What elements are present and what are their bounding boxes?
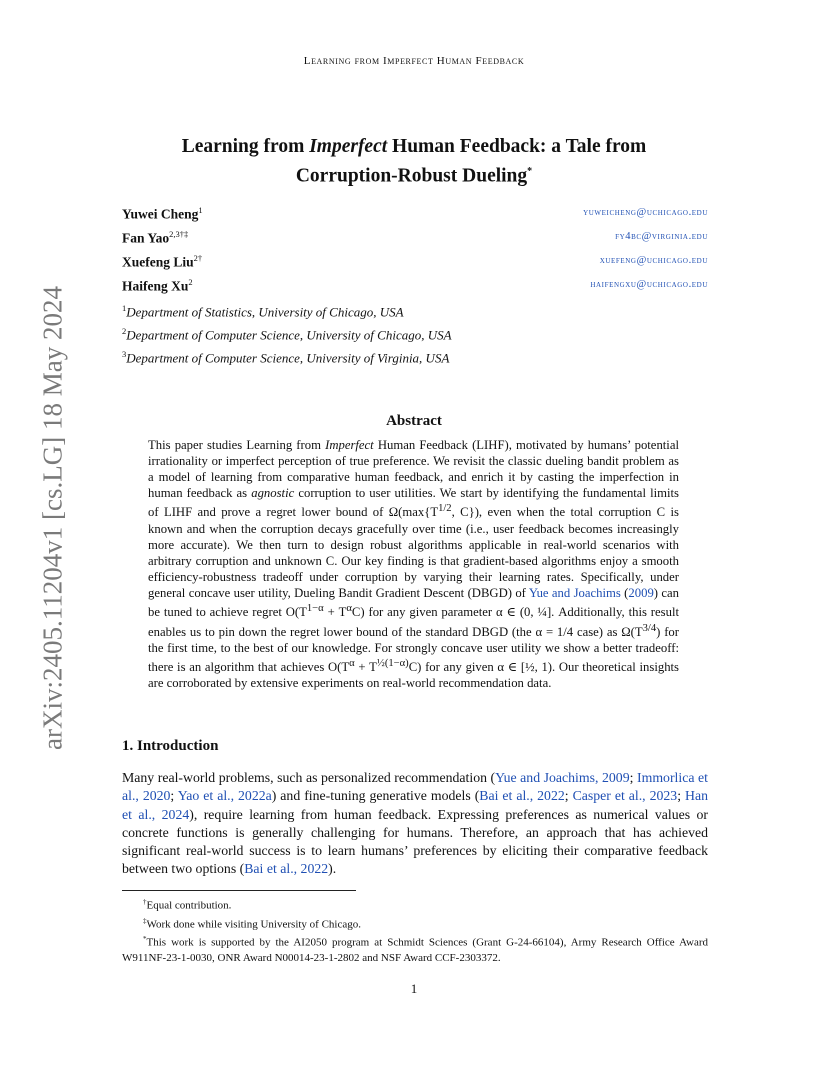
page-number: 1: [410, 981, 418, 996]
title-part1: Learning from: [181, 136, 310, 157]
author-name: Yuwei Cheng$^1$: [122, 205, 203, 222]
affiliation-list: [122, 299, 452, 367]
footnote: *This work is supported by the AI2050 program at Schmidt Sciences (Grant G-24-66104), Army Research Office Award W911NF-23-1-0030, ONR Award N00014-23-1-2802 and NSF Award CCF-2303372.: [122, 935, 708, 964]
author-row: [122, 253, 708, 277]
citation-link[interactable]: Casper et al., 2023: [572, 788, 678, 804]
arxiv-stamp[interactable]: arXiv:2405.11204v1 [cs.LG] 18 May 2024: [37, 286, 68, 750]
author-email[interactable]: xuefeng@uchicago.edu: [599, 255, 708, 266]
title-footnote-mark: *: [527, 166, 533, 177]
section-heading-introduction: 1. Introduction: [122, 738, 219, 754]
author-email[interactable]: haifengxu@uchicago.edu: [590, 279, 708, 290]
title-emph: Imperfect: [309, 136, 388, 157]
citation-year-link[interactable]: 2009: [628, 586, 654, 601]
author-name: Haifeng Xu$^2$: [122, 277, 193, 294]
affiliation: $^2$Department of Computer Science, University of Chicago, USA: [122, 325, 452, 343]
citation-link[interactable]: Yue and Joachims, 2009: [495, 770, 630, 785]
footnote: ‡Work done while visiting University of Chicago.: [143, 916, 361, 931]
citation-link[interactable]: Bai et al., 2022: [244, 861, 329, 877]
abstract-body: This paper studies Learning from Imperfect Human Feedback (LIHF), motivated by humans’ potential irrationality or imperfect perception of true preference. We revisit the classic dueling bandit problem as a model of learning from comparative human feedback, and enrich it by casting the imperfection in human feedback as agnostic corruption to user utilities. We start by identifying the fundamental limits of LIHF and prove a regret lower bound of $\Omega(\max\{T^{1/2}$, C}), even when the total corruption C is known and when the corruption decays gracefully over time (i.e., user feedback becomes increasingly more accurate). We then turn to design robust algorithms applicable in real-world scenarios with arbitrary corruption and unknown C. Our key finding is that gradient-based algorithms enjoy a smooth efficiency-robustness tradeoff under corruption by varying their learning rates. Specifically, under general concave user utility, Dueling Bandit Gradient Descent (DBGD) of Yue and Joachims (2009) can be tuned to achieve regret $O(T^{1-\alpha} + T^\alpha C)$ for any given parameter α ∈ (0, ¼]. Additionally, this result enables us to pin down the regret lower bound of the standard DBGD (the α = 1/4 case) as $\Omega(T^{3/4})$ for the first time, to the best of our knowledge. For strongly concave user utility we show a better tradeoff: there is an algorithm that achieves $O(T^\alpha + T^{\frac{1}{2}(1-\alpha)}C)$ for any given α ∈ [½, 1). Our theoretical insights are corroborated by extensive experiments on real-world recommendation data.: [148, 438, 679, 691]
affiliation: $^1$Department of Statistics, University of Chicago, USA: [122, 303, 404, 320]
paper-title: [100, 134, 728, 189]
author-email[interactable]: fy4bc@virginia.edu: [615, 231, 708, 242]
citation-link[interactable]: Bai et al., 2022: [479, 788, 565, 804]
author-row: [122, 205, 708, 229]
citation-link[interactable]: Immorlica et al., 2020: [122, 770, 708, 804]
citation-link[interactable]: Han et al., 2024: [122, 788, 709, 822]
title-line2: Corruption-Robust Dueling: [295, 165, 528, 187]
author-list: [122, 205, 708, 301]
abstract-heading: Abstract: [386, 413, 442, 429]
citation-link[interactable]: Yue and Joachims: [528, 586, 621, 601]
footnote-rule: [122, 890, 356, 891]
arxiv-stamp-container: [39, 278, 67, 758]
footnotes: [122, 895, 708, 966]
affiliation: $^3$Department of Computer Science, University of Virginia, USA: [122, 348, 450, 365]
author-row: [122, 229, 708, 253]
citation-link[interactable]: Yao et al., 2022a: [177, 788, 272, 804]
intro-paragraph: Many real-world problems, such as personalized recommendation (Yue and Joachims, 2009; Immorlica et al., 2020; Yao et al., 2022a) and fine-tuning generative models (Bai et al., 2022; Casper et al., 2023; Han et al., 2024), require learning from human feedback. Expressing preferences as numerical values or concrete functions is generally challenging for humans. Therefore, an approach that has achieved significant real-world success is to learn humans’ preferences by eliciting their comparative feedback between two options (Bai et al., 2022).: [122, 770, 709, 877]
author-row: [122, 277, 708, 301]
footnote: †Equal contribution.: [143, 898, 232, 912]
title-part2: Human Feedback: a Tale from: [387, 136, 647, 157]
author-email[interactable]: yuweicheng@uchicago.edu: [583, 207, 708, 218]
running-head: Learning from Imperfect Human Feedback: [303, 55, 525, 67]
author-name: Fan Yao$^{2,3\dagger\ddagger}$: [122, 229, 189, 246]
author-name: Xuefeng Liu$^{2\dagger}$: [122, 253, 203, 270]
